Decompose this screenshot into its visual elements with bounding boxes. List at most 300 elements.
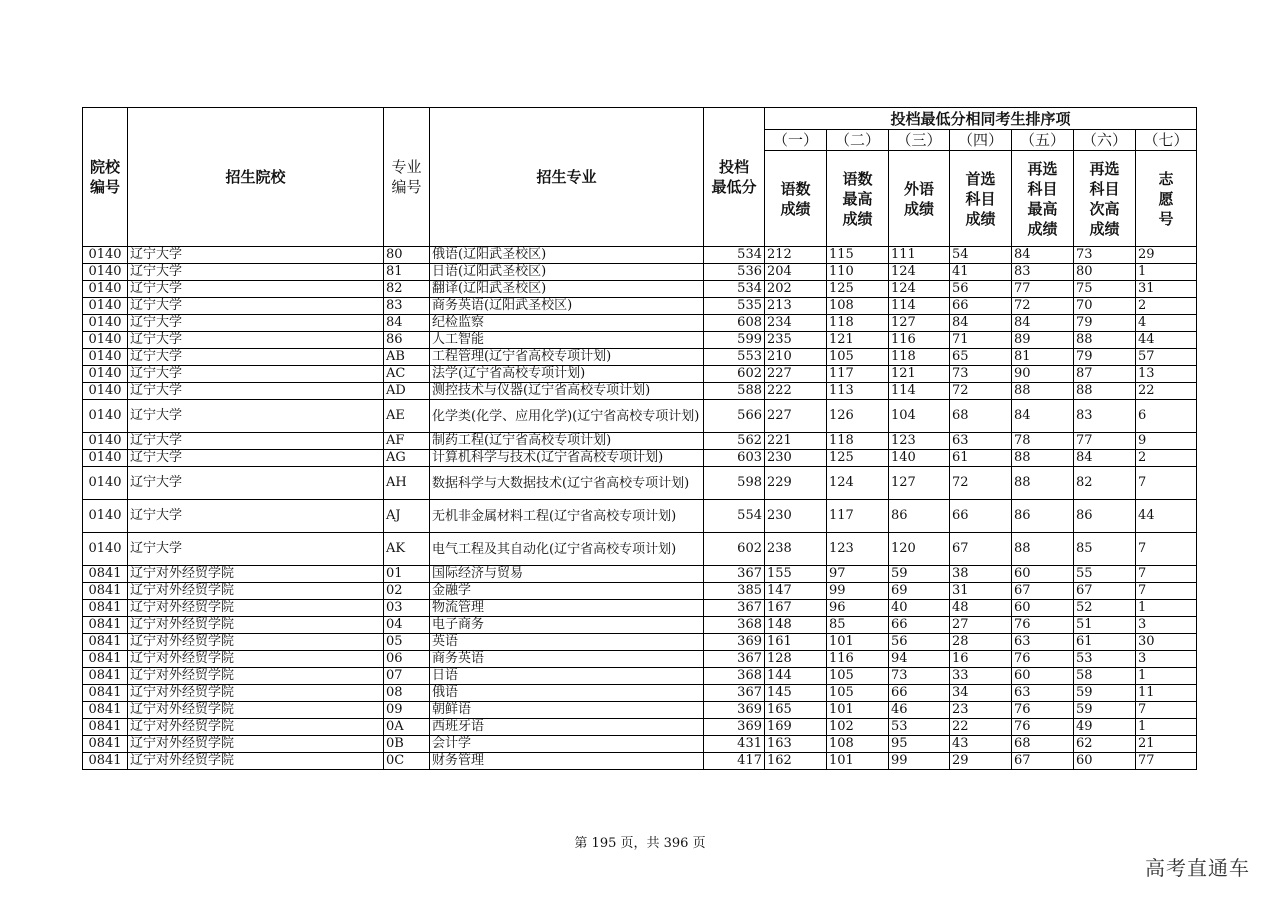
cell-school-name: 辽宁对外经贸学院 <box>128 702 384 719</box>
cell-score-4: 61 <box>950 450 1012 467</box>
cell-major-code: 84 <box>384 315 430 332</box>
header-min-score: 投档 最低分 <box>704 108 765 247</box>
cell-score-2: 118 <box>827 315 889 332</box>
cell-score-4: 16 <box>950 651 1012 668</box>
cell-score-6: 53 <box>1074 651 1136 668</box>
cell-school-name: 辽宁大学 <box>128 298 384 315</box>
header-seq-1: （一） <box>765 130 827 151</box>
cell-choice-no: 31 <box>1136 281 1197 298</box>
header-sub-2: 语数 最高 成绩 <box>827 151 889 247</box>
cell-min-score: 535 <box>704 298 765 315</box>
cell-min-score: 367 <box>704 685 765 702</box>
cell-score-3: 124 <box>889 264 950 281</box>
cell-choice-no: 7 <box>1136 467 1197 500</box>
cell-score-4: 22 <box>950 719 1012 736</box>
cell-major-name: 商务英语 <box>430 651 704 668</box>
cell-school-code: 0841 <box>83 651 128 668</box>
cell-choice-no: 1 <box>1136 719 1197 736</box>
cell-score-6: 52 <box>1074 600 1136 617</box>
cell-score-3: 99 <box>889 753 950 770</box>
cell-choice-no: 7 <box>1136 583 1197 600</box>
cell-score-2: 99 <box>827 583 889 600</box>
cell-school-name: 辽宁对外经贸学院 <box>128 719 384 736</box>
cell-score-2: 110 <box>827 264 889 281</box>
cell-score-4: 72 <box>950 383 1012 400</box>
cell-score-4: 66 <box>950 298 1012 315</box>
cell-school-code: 0841 <box>83 600 128 617</box>
cell-score-5: 89 <box>1012 332 1074 349</box>
cell-major-name: 物流管理 <box>430 600 704 617</box>
cell-score-2: 121 <box>827 332 889 349</box>
table-row <box>83 685 1197 702</box>
cell-school-name: 辽宁对外经贸学院 <box>128 668 384 685</box>
header-sub-3: 外语 成绩 <box>889 151 950 247</box>
cell-score-4: 72 <box>950 467 1012 500</box>
cell-score-2: 97 <box>827 566 889 583</box>
cell-score-6: 75 <box>1074 281 1136 298</box>
cell-score-1: 167 <box>765 600 827 617</box>
table-row <box>83 450 1197 467</box>
admission-score-table <box>82 107 1197 770</box>
header-seq-2: （二） <box>827 130 889 151</box>
cell-score-3: 95 <box>889 736 950 753</box>
cell-school-name: 辽宁对外经贸学院 <box>128 617 384 634</box>
cell-score-3: 53 <box>889 719 950 736</box>
cell-score-4: 28 <box>950 634 1012 651</box>
cell-choice-no: 30 <box>1136 634 1197 651</box>
cell-score-4: 27 <box>950 617 1012 634</box>
cell-major-code: AD <box>384 383 430 400</box>
cell-school-name: 辽宁对外经贸学院 <box>128 736 384 753</box>
cell-score-3: 120 <box>889 533 950 566</box>
cell-score-3: 116 <box>889 332 950 349</box>
cell-score-3: 40 <box>889 600 950 617</box>
cell-score-3: 66 <box>889 685 950 702</box>
cell-score-4: 67 <box>950 533 1012 566</box>
cell-score-5: 81 <box>1012 349 1074 366</box>
cell-major-code: 0A <box>384 719 430 736</box>
table-row <box>83 702 1197 719</box>
cell-score-5: 76 <box>1012 651 1074 668</box>
cell-major-code: 09 <box>384 702 430 719</box>
cell-min-score: 588 <box>704 383 765 400</box>
cell-score-1: 221 <box>765 433 827 450</box>
cell-school-code: 0140 <box>83 366 128 383</box>
cell-score-5: 72 <box>1012 298 1074 315</box>
cell-score-4: 73 <box>950 366 1012 383</box>
cell-major-name: 俄语 <box>430 685 704 702</box>
cell-min-score: 599 <box>704 332 765 349</box>
header-sub-4: 首选 科目 成绩 <box>950 151 1012 247</box>
cell-choice-no: 3 <box>1136 617 1197 634</box>
cell-min-score: 534 <box>704 281 765 298</box>
cell-school-name: 辽宁大学 <box>128 281 384 298</box>
cell-choice-no: 44 <box>1136 500 1197 533</box>
cell-score-4: 66 <box>950 500 1012 533</box>
cell-choice-no: 21 <box>1136 736 1197 753</box>
cell-score-4: 33 <box>950 668 1012 685</box>
cell-score-5: 78 <box>1012 433 1074 450</box>
cell-score-3: 59 <box>889 566 950 583</box>
header-sub-1: 语数 成绩 <box>765 151 827 247</box>
cell-major-name: 电子商务 <box>430 617 704 634</box>
cell-major-name: 商务英语(辽阳武圣校区) <box>430 298 704 315</box>
cell-major-name: 西班牙语 <box>430 719 704 736</box>
table-row <box>83 566 1197 583</box>
cell-major-name: 会计学 <box>430 736 704 753</box>
cell-choice-no: 4 <box>1136 315 1197 332</box>
cell-score-1: 229 <box>765 467 827 500</box>
cell-score-6: 88 <box>1074 383 1136 400</box>
cell-score-1: 230 <box>765 500 827 533</box>
cell-school-name: 辽宁大学 <box>128 467 384 500</box>
cell-score-5: 68 <box>1012 736 1074 753</box>
cell-choice-no: 29 <box>1136 247 1197 264</box>
cell-school-code: 0140 <box>83 500 128 533</box>
cell-choice-no: 22 <box>1136 383 1197 400</box>
cell-school-name: 辽宁对外经贸学院 <box>128 566 384 583</box>
cell-school-code: 0140 <box>83 433 128 450</box>
cell-major-name: 财务管理 <box>430 753 704 770</box>
cell-major-code: 05 <box>384 634 430 651</box>
cell-major-name: 人工智能 <box>430 332 704 349</box>
table-row <box>83 600 1197 617</box>
cell-score-4: 31 <box>950 583 1012 600</box>
cell-choice-no: 13 <box>1136 366 1197 383</box>
cell-score-5: 60 <box>1012 600 1074 617</box>
header-sub-7: 志 愿 号 <box>1136 151 1197 247</box>
table-row <box>83 651 1197 668</box>
cell-score-6: 49 <box>1074 719 1136 736</box>
table-row <box>83 617 1197 634</box>
cell-score-2: 105 <box>827 349 889 366</box>
cell-score-3: 124 <box>889 281 950 298</box>
cell-score-1: 155 <box>765 566 827 583</box>
cell-school-code: 0140 <box>83 450 128 467</box>
cell-min-score: 367 <box>704 566 765 583</box>
cell-score-6: 62 <box>1074 736 1136 753</box>
table-row <box>83 247 1197 264</box>
cell-school-code: 0140 <box>83 467 128 500</box>
cell-major-name: 计算机科学与技术(辽宁省高校专项计划) <box>430 450 704 467</box>
cell-score-4: 71 <box>950 332 1012 349</box>
cell-score-3: 104 <box>889 400 950 433</box>
cell-score-4: 54 <box>950 247 1012 264</box>
cell-score-6: 88 <box>1074 332 1136 349</box>
cell-score-1: 161 <box>765 634 827 651</box>
cell-school-name: 辽宁大学 <box>128 247 384 264</box>
header-seq-4: （四） <box>950 130 1012 151</box>
cell-min-score: 367 <box>704 600 765 617</box>
cell-score-1: 148 <box>765 617 827 634</box>
cell-major-code: 07 <box>384 668 430 685</box>
cell-choice-no: 9 <box>1136 433 1197 450</box>
cell-score-5: 84 <box>1012 247 1074 264</box>
cell-school-name: 辽宁大学 <box>128 450 384 467</box>
cell-score-6: 80 <box>1074 264 1136 281</box>
cell-score-3: 127 <box>889 315 950 332</box>
cell-score-3: 114 <box>889 383 950 400</box>
cell-score-5: 67 <box>1012 583 1074 600</box>
cell-school-code: 0140 <box>83 281 128 298</box>
cell-major-code: AC <box>384 366 430 383</box>
cell-major-name: 日语(辽阳武圣校区) <box>430 264 704 281</box>
cell-score-5: 84 <box>1012 400 1074 433</box>
cell-major-name: 国际经济与贸易 <box>430 566 704 583</box>
cell-score-6: 61 <box>1074 634 1136 651</box>
cell-score-1: 169 <box>765 719 827 736</box>
cell-min-score: 608 <box>704 315 765 332</box>
cell-score-4: 68 <box>950 400 1012 433</box>
cell-score-5: 88 <box>1012 450 1074 467</box>
cell-major-code: 86 <box>384 332 430 349</box>
cell-score-5: 60 <box>1012 566 1074 583</box>
cell-score-3: 66 <box>889 617 950 634</box>
cell-school-code: 0140 <box>83 400 128 433</box>
table-row <box>83 383 1197 400</box>
cell-score-6: 59 <box>1074 685 1136 702</box>
cell-choice-no: 6 <box>1136 400 1197 433</box>
cell-score-5: 88 <box>1012 467 1074 500</box>
cell-score-4: 34 <box>950 685 1012 702</box>
cell-score-6: 83 <box>1074 400 1136 433</box>
cell-score-5: 76 <box>1012 702 1074 719</box>
cell-choice-no: 11 <box>1136 685 1197 702</box>
cell-score-6: 59 <box>1074 702 1136 719</box>
cell-score-2: 125 <box>827 450 889 467</box>
cell-school-code: 0140 <box>83 383 128 400</box>
cell-score-3: 69 <box>889 583 950 600</box>
table-row <box>83 467 1197 500</box>
cell-min-score: 566 <box>704 400 765 433</box>
cell-choice-no: 77 <box>1136 753 1197 770</box>
cell-score-1: 238 <box>765 533 827 566</box>
cell-major-code: 80 <box>384 247 430 264</box>
table-body <box>83 247 1197 770</box>
cell-min-score: 368 <box>704 668 765 685</box>
cell-school-code: 0841 <box>83 753 128 770</box>
cell-score-5: 90 <box>1012 366 1074 383</box>
header-major-code: 专业 编号 <box>384 108 430 247</box>
cell-score-2: 117 <box>827 366 889 383</box>
cell-min-score: 368 <box>704 617 765 634</box>
cell-min-score: 602 <box>704 533 765 566</box>
cell-min-score: 369 <box>704 634 765 651</box>
cell-score-5: 60 <box>1012 668 1074 685</box>
cell-score-1: 213 <box>765 298 827 315</box>
header-major-name: 招生专业 <box>430 108 704 247</box>
cell-score-4: 84 <box>950 315 1012 332</box>
cell-school-code: 0140 <box>83 533 128 566</box>
cell-major-code: 01 <box>384 566 430 583</box>
table-row <box>83 736 1197 753</box>
cell-score-4: 63 <box>950 433 1012 450</box>
cell-major-code: 0C <box>384 753 430 770</box>
cell-score-5: 83 <box>1012 264 1074 281</box>
cell-major-code: AG <box>384 450 430 467</box>
cell-major-name: 无机非金属材料工程(辽宁省高校专项计划) <box>430 500 704 533</box>
cell-major-name: 工程管理(辽宁省高校专项计划) <box>430 349 704 366</box>
cell-major-code: 83 <box>384 298 430 315</box>
cell-score-5: 63 <box>1012 634 1074 651</box>
table-row <box>83 315 1197 332</box>
cell-school-name: 辽宁大学 <box>128 366 384 383</box>
cell-score-2: 113 <box>827 383 889 400</box>
cell-score-2: 118 <box>827 433 889 450</box>
header-school-name: 招生院校 <box>128 108 384 247</box>
cell-major-code: 06 <box>384 651 430 668</box>
cell-score-2: 108 <box>827 736 889 753</box>
cell-score-6: 70 <box>1074 298 1136 315</box>
cell-score-2: 101 <box>827 753 889 770</box>
cell-score-3: 46 <box>889 702 950 719</box>
cell-major-code: 04 <box>384 617 430 634</box>
cell-school-name: 辽宁大学 <box>128 400 384 433</box>
cell-score-4: 41 <box>950 264 1012 281</box>
cell-school-name: 辽宁大学 <box>128 264 384 281</box>
cell-score-3: 86 <box>889 500 950 533</box>
cell-score-3: 73 <box>889 668 950 685</box>
cell-score-3: 56 <box>889 634 950 651</box>
cell-major-code: 0B <box>384 736 430 753</box>
cell-score-2: 115 <box>827 247 889 264</box>
cell-score-4: 43 <box>950 736 1012 753</box>
cell-score-1: 165 <box>765 702 827 719</box>
table-row <box>83 719 1197 736</box>
cell-min-score: 562 <box>704 433 765 450</box>
cell-score-6: 77 <box>1074 433 1136 450</box>
table-row <box>83 298 1197 315</box>
cell-score-2: 102 <box>827 719 889 736</box>
table-row <box>83 332 1197 349</box>
cell-major-name: 金融学 <box>430 583 704 600</box>
watermark: 高考直通车 <box>1145 856 1250 880</box>
cell-min-score: 431 <box>704 736 765 753</box>
cell-min-score: 554 <box>704 500 765 533</box>
cell-score-1: 235 <box>765 332 827 349</box>
cell-choice-no: 2 <box>1136 450 1197 467</box>
cell-school-code: 0140 <box>83 247 128 264</box>
cell-score-2: 105 <box>827 685 889 702</box>
cell-score-6: 67 <box>1074 583 1136 600</box>
cell-score-5: 77 <box>1012 281 1074 298</box>
cell-major-name: 制药工程(辽宁省高校专项计划) <box>430 433 704 450</box>
cell-school-name: 辽宁大学 <box>128 332 384 349</box>
cell-score-2: 101 <box>827 634 889 651</box>
cell-school-code: 0841 <box>83 583 128 600</box>
cell-school-name: 辽宁大学 <box>128 433 384 450</box>
table-row <box>83 533 1197 566</box>
table-row <box>83 500 1197 533</box>
cell-major-name: 日语 <box>430 668 704 685</box>
cell-school-name: 辽宁对外经贸学院 <box>128 634 384 651</box>
cell-score-5: 67 <box>1012 753 1074 770</box>
cell-score-2: 123 <box>827 533 889 566</box>
cell-score-2: 96 <box>827 600 889 617</box>
cell-score-2: 108 <box>827 298 889 315</box>
header-seq-3: （三） <box>889 130 950 151</box>
cell-major-code: AJ <box>384 500 430 533</box>
cell-major-name: 测控技术与仪器(辽宁省高校专项计划) <box>430 383 704 400</box>
cell-major-name: 翻译(辽阳武圣校区) <box>430 281 704 298</box>
cell-school-code: 0841 <box>83 617 128 634</box>
cell-school-code: 0841 <box>83 719 128 736</box>
cell-score-4: 56 <box>950 281 1012 298</box>
cell-score-6: 55 <box>1074 566 1136 583</box>
table-row <box>83 366 1197 383</box>
cell-school-name: 辽宁对外经贸学院 <box>128 651 384 668</box>
cell-school-code: 0140 <box>83 332 128 349</box>
cell-score-6: 51 <box>1074 617 1136 634</box>
cell-score-1: 210 <box>765 349 827 366</box>
cell-school-name: 辽宁大学 <box>128 315 384 332</box>
cell-score-1: 163 <box>765 736 827 753</box>
cell-score-2: 126 <box>827 400 889 433</box>
cell-min-score: 369 <box>704 719 765 736</box>
cell-choice-no: 7 <box>1136 702 1197 719</box>
cell-major-code: 08 <box>384 685 430 702</box>
cell-score-1: 204 <box>765 264 827 281</box>
header-seq-5: （五） <box>1012 130 1074 151</box>
cell-choice-no: 7 <box>1136 566 1197 583</box>
header-seq-7: （七） <box>1136 130 1197 151</box>
table-row <box>83 634 1197 651</box>
cell-score-6: 79 <box>1074 315 1136 332</box>
cell-school-code: 0841 <box>83 634 128 651</box>
header-tiebreak-title: 投档最低分相同考生排序项 <box>765 108 1197 130</box>
cell-min-score: 536 <box>704 264 765 281</box>
cell-score-3: 114 <box>889 298 950 315</box>
header-school-code: 院校 编号 <box>83 108 128 247</box>
cell-school-name: 辽宁对外经贸学院 <box>128 600 384 617</box>
cell-score-4: 29 <box>950 753 1012 770</box>
cell-major-name: 化学类(化学、应用化学)(辽宁省高校专项计划) <box>430 400 704 433</box>
cell-major-name: 数据科学与大数据技术(辽宁省高校专项计划) <box>430 467 704 500</box>
table-row <box>83 264 1197 281</box>
cell-score-1: 227 <box>765 366 827 383</box>
cell-min-score: 385 <box>704 583 765 600</box>
cell-school-name: 辽宁对外经贸学院 <box>128 753 384 770</box>
cell-choice-no: 7 <box>1136 533 1197 566</box>
cell-min-score: 534 <box>704 247 765 264</box>
cell-score-2: 101 <box>827 702 889 719</box>
table-row <box>83 583 1197 600</box>
cell-major-code: 82 <box>384 281 430 298</box>
cell-score-1: 147 <box>765 583 827 600</box>
cell-choice-no: 3 <box>1136 651 1197 668</box>
cell-score-6: 58 <box>1074 668 1136 685</box>
cell-min-score: 602 <box>704 366 765 383</box>
cell-choice-no: 1 <box>1136 668 1197 685</box>
cell-score-2: 117 <box>827 500 889 533</box>
cell-choice-no: 57 <box>1136 349 1197 366</box>
cell-score-5: 63 <box>1012 685 1074 702</box>
cell-score-5: 84 <box>1012 315 1074 332</box>
cell-score-5: 76 <box>1012 719 1074 736</box>
cell-min-score: 553 <box>704 349 765 366</box>
cell-score-5: 88 <box>1012 533 1074 566</box>
cell-major-name: 纪检监察 <box>430 315 704 332</box>
cell-school-code: 0140 <box>83 349 128 366</box>
cell-score-5: 88 <box>1012 383 1074 400</box>
header-sub-6: 再选 科目 次高 成绩 <box>1074 151 1136 247</box>
cell-score-6: 60 <box>1074 753 1136 770</box>
cell-min-score: 417 <box>704 753 765 770</box>
cell-school-name: 辽宁大学 <box>128 533 384 566</box>
table-row <box>83 668 1197 685</box>
cell-major-name: 朝鲜语 <box>430 702 704 719</box>
cell-min-score: 369 <box>704 702 765 719</box>
